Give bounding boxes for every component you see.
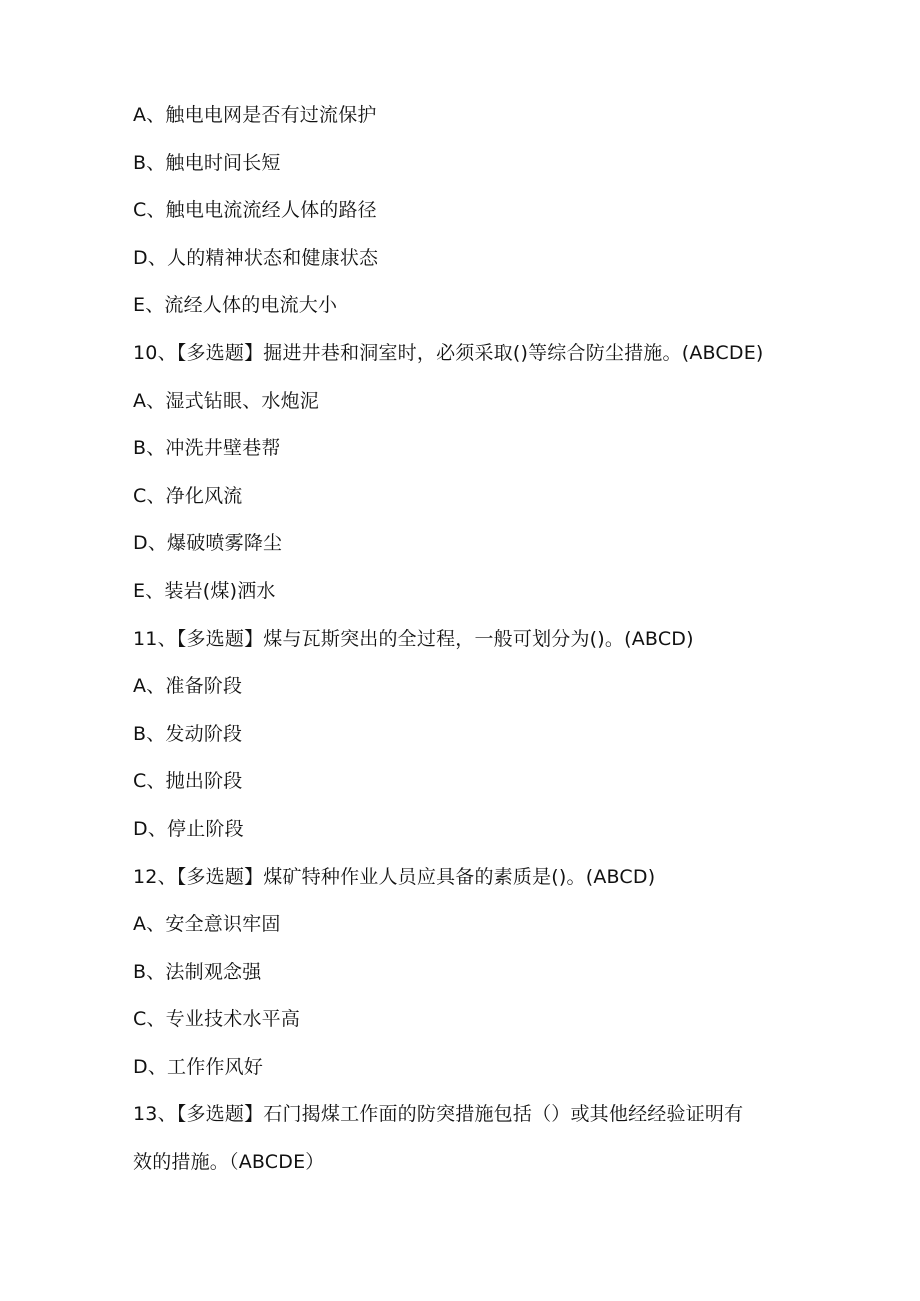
option-10b: B、冲洗井壁巷帮 [133,437,281,460]
question-11: 11、【多选题】煤与瓦斯突出的全过程，一般可划分为()。(ABCD) [133,627,694,650]
option-9c: C、触电电流流经人体的路径 [133,199,377,222]
option-11c: C、抛出阶段 [133,770,243,793]
question-12: 12、【多选题】煤矿特种作业人员应具备的素质是()。(ABCD) [133,865,656,888]
option-11b: B、发动阶段 [133,722,243,745]
option-12b: B、法制观念强 [133,960,262,983]
option-9e: E、流经人体的电流大小 [133,294,338,317]
option-12c: C、专业技术水平高 [133,1008,301,1031]
question-13-line-2: 效的措施。（ABCDE） [133,1151,325,1174]
option-10a: A、湿式钻眼、水炮泥 [133,389,319,412]
option-10e: E、装岩(煤)洒水 [133,579,276,602]
option-9d: D、人的精神状态和健康状态 [133,246,379,269]
question-10: 10、【多选题】掘进井巷和洞室时，必须采取()等综合防尘措施。(ABCDE) [133,341,764,364]
document-page [133,92,813,1187]
question-13-line-1: 13、【多选题】石门揭煤工作面的防突措施包括（）或其他经经验证明有 [133,1103,744,1126]
option-12d: D、工作作风好 [133,1055,264,1078]
option-9b: B、触电时间长短 [133,151,281,174]
option-11d: D、停止阶段 [133,817,244,840]
option-11a: A、准备阶段 [133,675,243,698]
option-10c: C、净化风流 [133,484,243,507]
option-9a: A、触电电网是否有过流保护 [133,104,377,126]
option-12a: A、安全意识牢固 [133,913,281,936]
option-10d: D、爆破喷雾降尘 [133,532,283,555]
